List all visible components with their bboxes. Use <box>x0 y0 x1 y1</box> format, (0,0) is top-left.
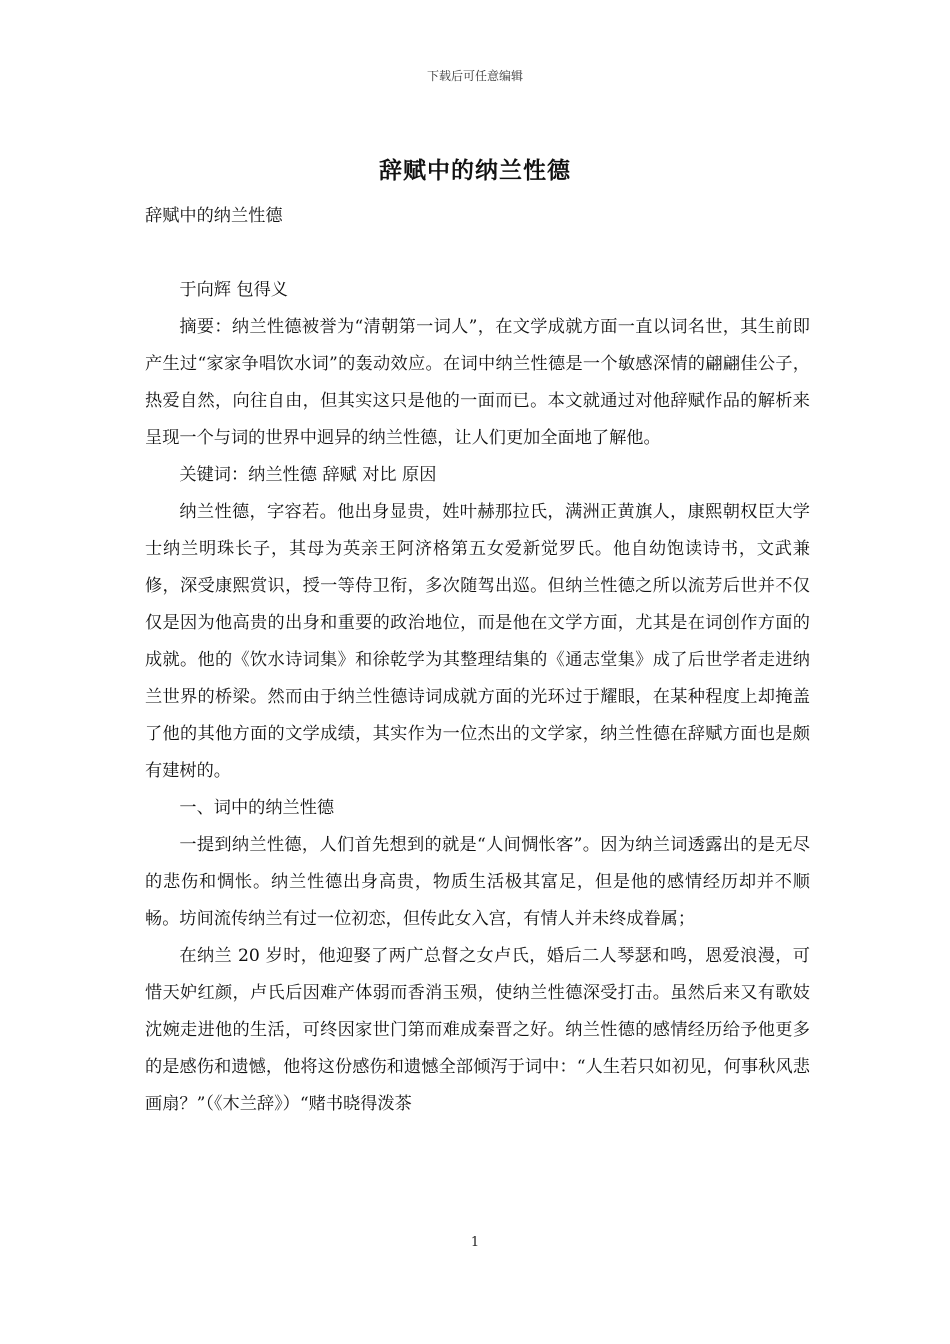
keywords-line: 关键词：纳兰性德 辞赋 对比 原因 <box>179 465 437 485</box>
document-title: 辞赋中的纳兰性德 <box>379 157 571 184</box>
page-number: 1 <box>470 1235 480 1250</box>
body-paragraph: 一提到纳兰性德，人们首先想到的就是“人间惆怅客”。因为纳兰词透露出的是无尽的悲伤和惆怅。纳兰性德出身高贵，物质生活极其富足，但是他的感情经历却并不顺畅。坊间流传纳兰有过一位初恋，但传此女入宫，有情人并未终成眷属； <box>145 835 810 929</box>
body-paragraph: 纳兰性德，字容若。他出身显贵，姓叶赫那拉氏，满洲正黄旗人，康熙朝权臣大学士纳兰明珠长子，其母为英亲王阿济格第五女爱新觉罗氏。他自幼饱读诗书，文武兼修，深受康熙赏识，授一等侍卫衔，多次随驾出巡。但纳兰性德之所以流芳后世并不仅仅是因为他高贵的出身和重要的政治地位，而是他在文学方面，尤其是在词创作方面的成就。他的《饮水诗词集》和徐乾学为其整理结集的《通志堂集》成了后世学者走进纳兰世界的桥梁。然而由于纳兰性德诗词成就方面的光环过于耀眼，在某种程度上却掩盖了他的其他方面的文学成绩，其实作为一位杰出的文学家，纳兰性德在辞赋方面也是颇有建树的。 <box>145 502 810 781</box>
section-heading: 一、词中的纳兰性德 <box>179 798 335 818</box>
abstract-paragraph: 摘要：纳兰性德被誉为“清朝第一词人”，在文学成就方面一直以词名世，其生前即产生过“家家争唱饮水词”的轰动效应。在词中纳兰性德是一个敏感深情的翩翩佳公子，热爱自然，向往自由，但其实这只是他的一面而已。本文就通过对他辞赋作品的解析来呈现一个与词的世界中迥异的纳兰性德，让人们更加全面地了解他。 <box>145 317 810 448</box>
document-body <box>145 198 810 1123</box>
body-paragraph: 在纳兰 20 岁时，他迎娶了两广总督之女卢氏，婚后二人琴瑟和鸣，恩爱浪漫，可惜天妒红颜，卢氏后因难产体弱而香消玉殒，使纳兰性德深受打击。虽然后来又有歌妓沈婉走进他的生活，可终因家世门第而难成秦晋之好。纳兰性德的感情经历给予他更多的是感伤和遗憾，他将这份感伤和遗憾全部倾泻于词中：“人生若只如初见，何事秋风悲画扇？”（《木兰辞》）“赌书晓得泼茶 <box>145 946 810 1114</box>
header-note: 下载后可任意编辑 <box>426 69 523 83</box>
blank-line <box>145 235 810 272</box>
authors-line: 于向辉 包得义 <box>179 280 288 300</box>
subtitle: 辞赋中的纳兰性德 <box>145 206 283 226</box>
